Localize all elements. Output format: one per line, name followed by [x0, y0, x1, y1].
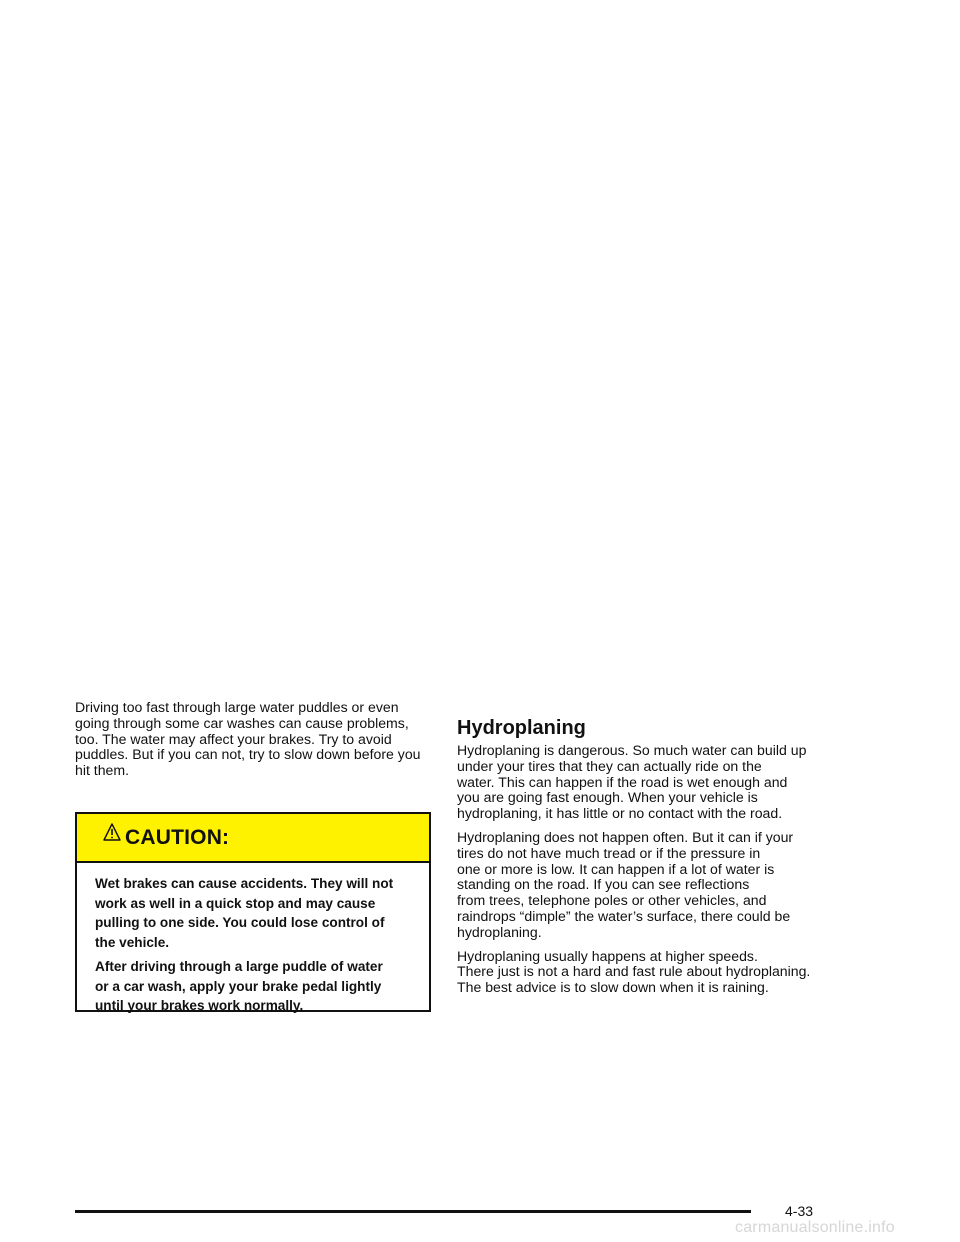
caution-paragraph: After driving through a large puddle of water or a car wash, apply your brake pedal lightly until your brakes work normally.: [95, 959, 383, 1013]
watermark: carmanualsonline.info: [735, 1219, 895, 1236]
caution-body: [77, 863, 429, 1016]
left-column: [75, 700, 435, 787]
body-paragraph: Hydroplaning is dangerous. So much water can build up under your tires that they can actually ride on the water. This can happen if the road is wet enough and you are going fast enough. When your vehicle is hydroplaning, it has little or no contact with the road.: [457, 742, 807, 822]
page-number: 4-33: [785, 1203, 814, 1219]
intro-paragraph: Driving too fast through large water puddles or even going through some car washes can cause problems, too. The water may affect your brakes. Try to avoid puddles. But if you can not, try to slow down before you hit them.: [75, 699, 421, 779]
caution-box: [75, 812, 431, 1012]
right-column: [457, 716, 827, 1004]
body-paragraph: Hydroplaning usually happens at higher speeds. There just is not a hard and fast rule about hydroplaning. The best advice is to slow down when it is raining.: [457, 947, 811, 996]
section-heading: Hydroplaning: [457, 717, 586, 739]
caution-header: [77, 814, 429, 863]
caution-triangle-icon: [102, 822, 122, 846]
footer-rule: [75, 1210, 751, 1213]
caution-title: CAUTION:: [125, 825, 230, 849]
body-paragraph: Hydroplaning does not happen often. But it can if your tires do not have much tread or if the pressure in one or more is low. It can happen if a lot of water is standing on the road. If you can see reflections from trees, telephone poles or other vehicles, and raindrops “dimple” the water’s surface, there could be hydroplaning.: [457, 828, 794, 940]
caution-paragraph: Wet brakes can cause accidents. They will not work as well in a quick stop and may cause pulling to one side. You could lose control of the vehicle.: [95, 876, 394, 950]
